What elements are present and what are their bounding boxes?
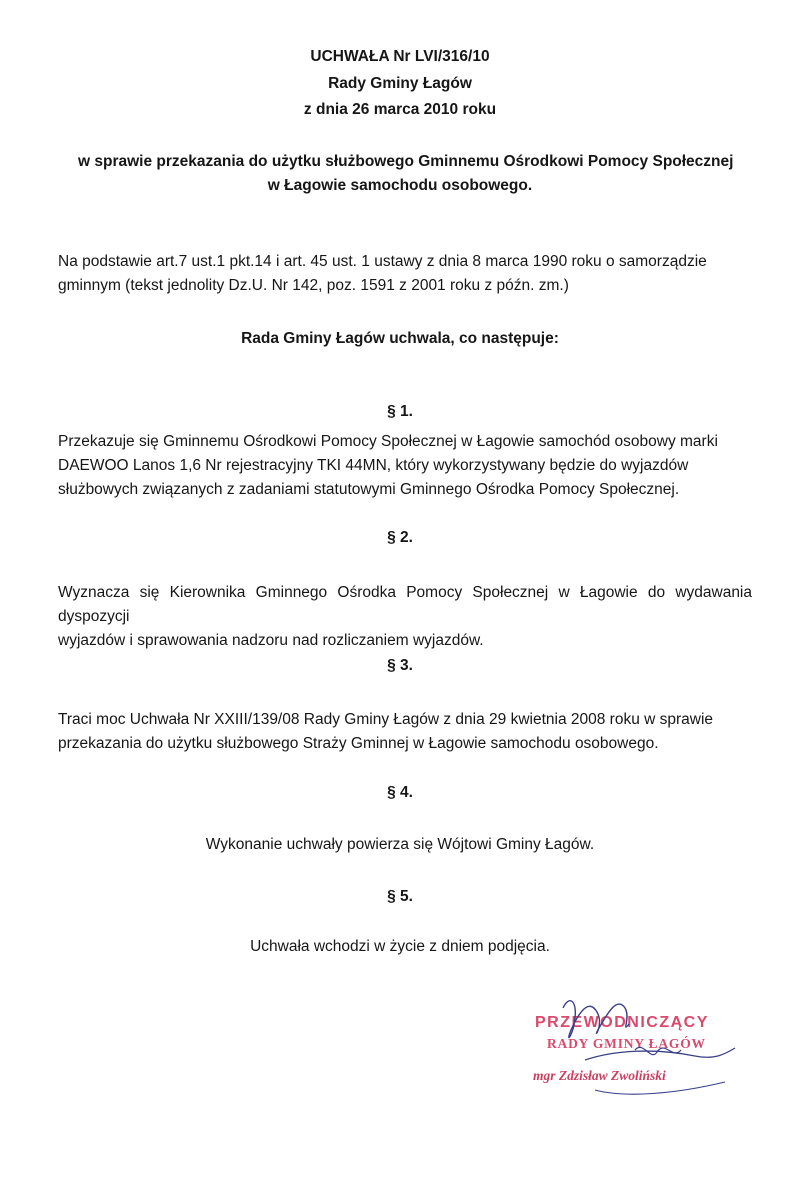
- section-5-body: Uchwała wchodzi w życie z dniem podjęcia.: [250, 938, 550, 955]
- stamp-signatory-name: mgr Zdzisław Zwoliński: [533, 1068, 666, 1083]
- subject-line-2: w Łagowie samochodu osobowego.: [267, 177, 533, 194]
- resolution-date: z dnia 26 marca 2010 roku: [303, 101, 497, 118]
- section-3-body: [58, 708, 752, 756]
- stamp-title: PRZEWODNICZĄCY: [535, 1014, 709, 1031]
- section-4-heading: § 4.: [387, 784, 413, 801]
- section-1-heading: § 1.: [387, 403, 413, 420]
- section-3-line-1: Traci moc Uchwała Nr XXIII/139/08 Rady Gminy Łagów z dnia 29 kwietnia 2008 roku w sprawie: [58, 711, 714, 728]
- section-2-line-1: Wyznacza się Kierownika Gminnego Ośrodka Pomocy Społecznej w Łagowie do wydawania dyspozycji: [58, 584, 752, 625]
- section-1-body: [58, 430, 752, 502]
- chairman-stamp: [525, 990, 785, 1110]
- section-2-body: [58, 581, 752, 653]
- section-2-heading: § 2.: [387, 529, 413, 546]
- council-name: Rady Gminy Łagów: [328, 75, 472, 92]
- section-1-line-1: Przekazuje się Gminnemu Ośrodkowi Pomocy Społecznej w Łagowie samochód osobowy marki: [58, 433, 718, 450]
- resolution-number: UCHWAŁA Nr LVI/316/10: [310, 48, 490, 65]
- section-1-line-3: służbowych związanych z zadaniami statutowymi Gminnego Ośrodka Pomocy Społecznej.: [58, 481, 680, 498]
- section-4-body: Wykonanie uchwały powierza się Wójtowi Gminy Łagów.: [205, 836, 595, 853]
- legal-basis-line-1: Na podstawie art.7 ust.1 pkt.14 i art. 45 ust. 1 ustawy z dnia 8 marca 1990 roku o samorządzie: [58, 253, 707, 270]
- section-5-heading: § 5.: [387, 888, 413, 905]
- legal-basis: [58, 250, 752, 298]
- section-1-line-2: DAEWOO Lanos 1,6 Nr rejestracyjny TKI 44MN, który wykorzystywany będzie do wyjazdów: [58, 457, 689, 474]
- handwritten-signature: [525, 990, 785, 1110]
- resolves-statement: Rada Gminy Łagów uchwala, co następuje:: [241, 330, 559, 347]
- stamp-council: RADY GMINY ŁAGÓW: [547, 1036, 706, 1051]
- section-2-line-2: wyjazdów i sprawowania nadzoru nad rozliczaniem wyjazdów.: [58, 632, 484, 649]
- subject-line-1: w sprawie przekazania do użytku służbowego Gminnemu Ośrodkowi Pomocy Społecznej: [78, 153, 734, 170]
- legal-basis-line-2: gminnym (tekst jednolity Dz.U. Nr 142, poz. 1591 z 2001 roku z późn. zm.): [58, 277, 569, 294]
- section-3-heading: § 3.: [387, 657, 413, 674]
- section-3-line-2: przekazania do użytku służbowego Straży Gminnej w Łagowie samochodu osobowego.: [58, 735, 659, 752]
